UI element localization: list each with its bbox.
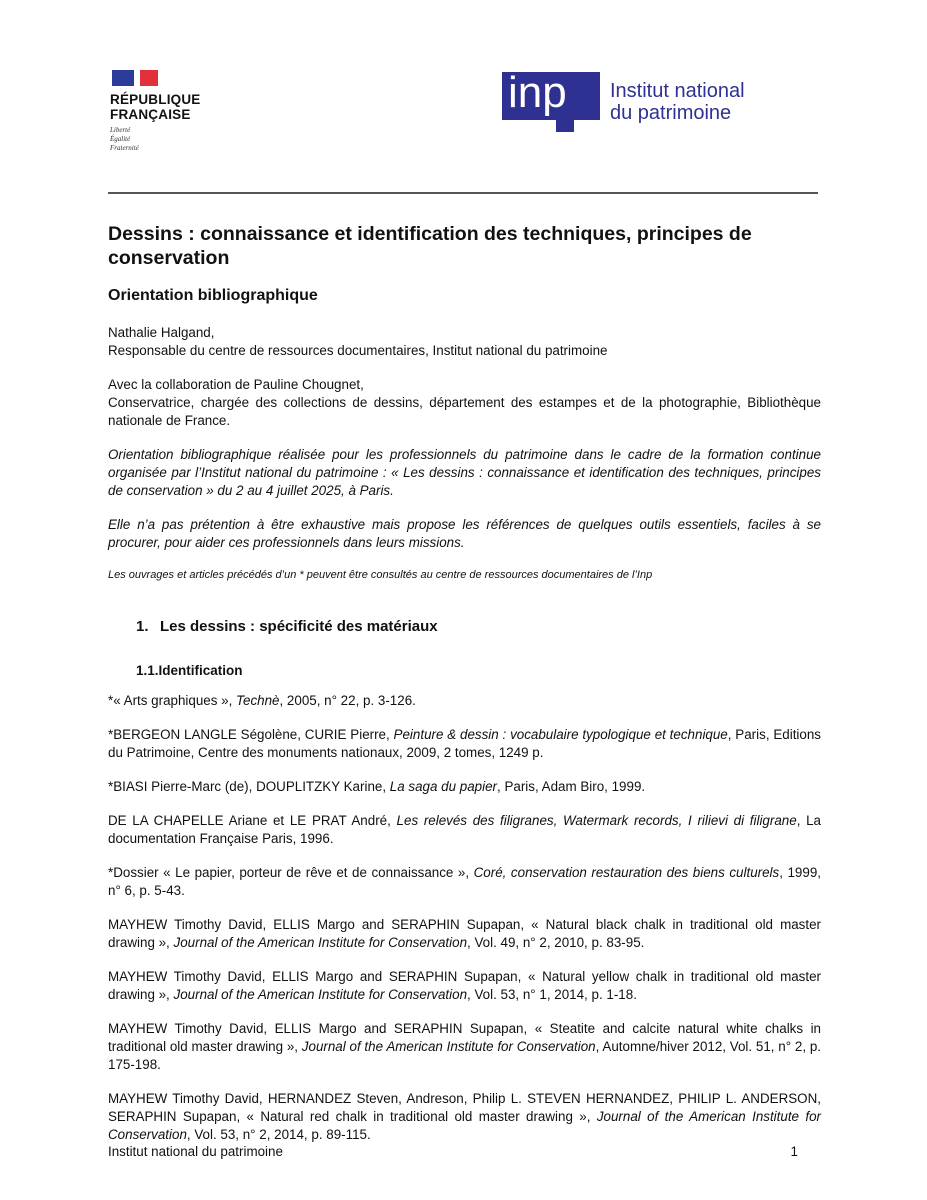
collaborator-role: Conservatrice, chargée des collections de dessins, département des estampes et de la photographie, Bibliothèque nationale de France. [108,395,821,428]
document-subtitle: Orientation bibliographique [108,287,318,304]
inp-mark-text: inp [508,68,567,117]
rf-name [110,92,220,122]
inp-name-line1: Institut national [610,80,745,102]
rf-name-line1: RÉPUBLIQUE [110,92,201,107]
document-title: Dessins : connaissance et identification des techniques, principes de conservation [108,223,752,269]
inp-name [610,80,745,124]
reference-item: DE LA CHAPELLE Ariane et LE PRAT André, Les relevés des filigranes, Watermark records, I rilievi di filigrane, La documentation Française Paris, 1996. [108,813,822,846]
reference-list [108,692,821,1144]
author-block [108,324,821,360]
page-number: 1 [790,1144,798,1159]
reference-item: *BERGEON LANGLE Ségolène, CURIE Pierre, Peinture & dessin : vocabulaire typologique et technique, Paris, Editions du Patrimoine, Centre des monuments nationaux, 2009, 2 tomes, 1249 p. [108,727,821,760]
author-role: Responsable du centre de ressources documentaires, Institut national du patrimoine [108,343,608,358]
section-title: Les dessins : spécificité des matériaux [160,618,438,635]
reference-item: MAYHEW Timothy David, HERNANDEZ Steven, Andreson, Philip L. STEVEN HERNANDEZ, PHILIP L. ANDERSON, SERAPHIN Supapan, « Natural red chalk in traditional old master drawing », Journal of the American Institute for Conservation, Vol. 53, n° 2, 2014, p. 89-115. [108,1091,821,1142]
flag-red-block [140,70,158,86]
reference-item: *« Arts graphiques », Technè, 2005, n° 22, p. 3-126. [108,693,416,708]
rf-motto-line: Égalité [110,135,131,143]
reference-item: MAYHEW Timothy David, ELLIS Margo and SERAPHIN Supapan, « Natural yellow chalk in traditional old master drawing », Journal of the American Institute for Conservation, Vol. 53, n° 1, 2014, p. 1-18. [108,969,821,1002]
reference-item: *BIASI Pierre-Marc (de), DOUPLITZKY Karine, La saga du papier, Paris, Adam Biro, 1999. [108,779,646,794]
document-body [108,222,821,1144]
author-name: Nathalie Halgand, [108,325,215,340]
collaborator-name: Avec la collaboration de Pauline Chougnet, [108,377,364,392]
rf-motto-line: Liberté [110,126,131,134]
intro-paragraph: Orientation bibliographique réalisée pour les professionnels du patrimoine dans le cadre de la formation continue organisée par l’Institut national du patrimoine : « Les dessins : connaissance et identification des techniques, principes de conservation » du 2 au 4 juillet 2025, à Paris. [108,447,821,498]
reference-item: *Dossier « Le papier, porteur de rêve et de connaissance », Coré, conservation restauration des biens culturels, 1999, n° 6, p. 5-43. [108,865,821,898]
reference-item: MAYHEW Timothy David, ELLIS Margo and SERAPHIN Supapan, « Steatite and calcite natural white chalks in traditional old master drawing », Journal of the American Institute for Conservation, Automne/hiver 2012, Vol. 51, n° 2, p. 175-198. [108,1021,821,1072]
rf-motto [110,126,220,153]
subsection-heading: 1.1.Identification [136,663,243,678]
disclaimer-paragraph: Elle n’a pas prétention à être exhaustive mais propose les références de quelques outils essentiels, faciles à se procurer, pour aider ces professionnels dans leurs missions. [108,517,821,550]
inp-name-line2: du patrimoine [610,102,732,124]
page-footer [108,1144,798,1159]
inp-logo [502,70,745,132]
section-number: 1. [136,618,149,635]
availability-note: Les ouvrages et articles précédés d’un * peuvent être consultés au centre de ressources documentaires de l’Inp [108,569,653,581]
republique-francaise-logo [110,70,220,153]
marianne-flag-icon [112,70,220,86]
rf-name-line2: FRANÇAISE [110,107,191,122]
flag-blue-block [112,70,134,86]
rf-motto-line: Fraternité [110,144,139,152]
header-divider [108,192,818,194]
section-heading [136,618,821,635]
inp-mark [502,70,600,132]
reference-item: MAYHEW Timothy David, ELLIS Margo and SERAPHIN Supapan, « Natural black chalk in traditional old master drawing », Journal of the American Institute for Conservation, Vol. 49, n° 2, 2010, p. 83-95. [108,917,821,950]
collaborator-block [108,376,821,430]
footer-institution: Institut national du patrimoine [108,1144,283,1159]
